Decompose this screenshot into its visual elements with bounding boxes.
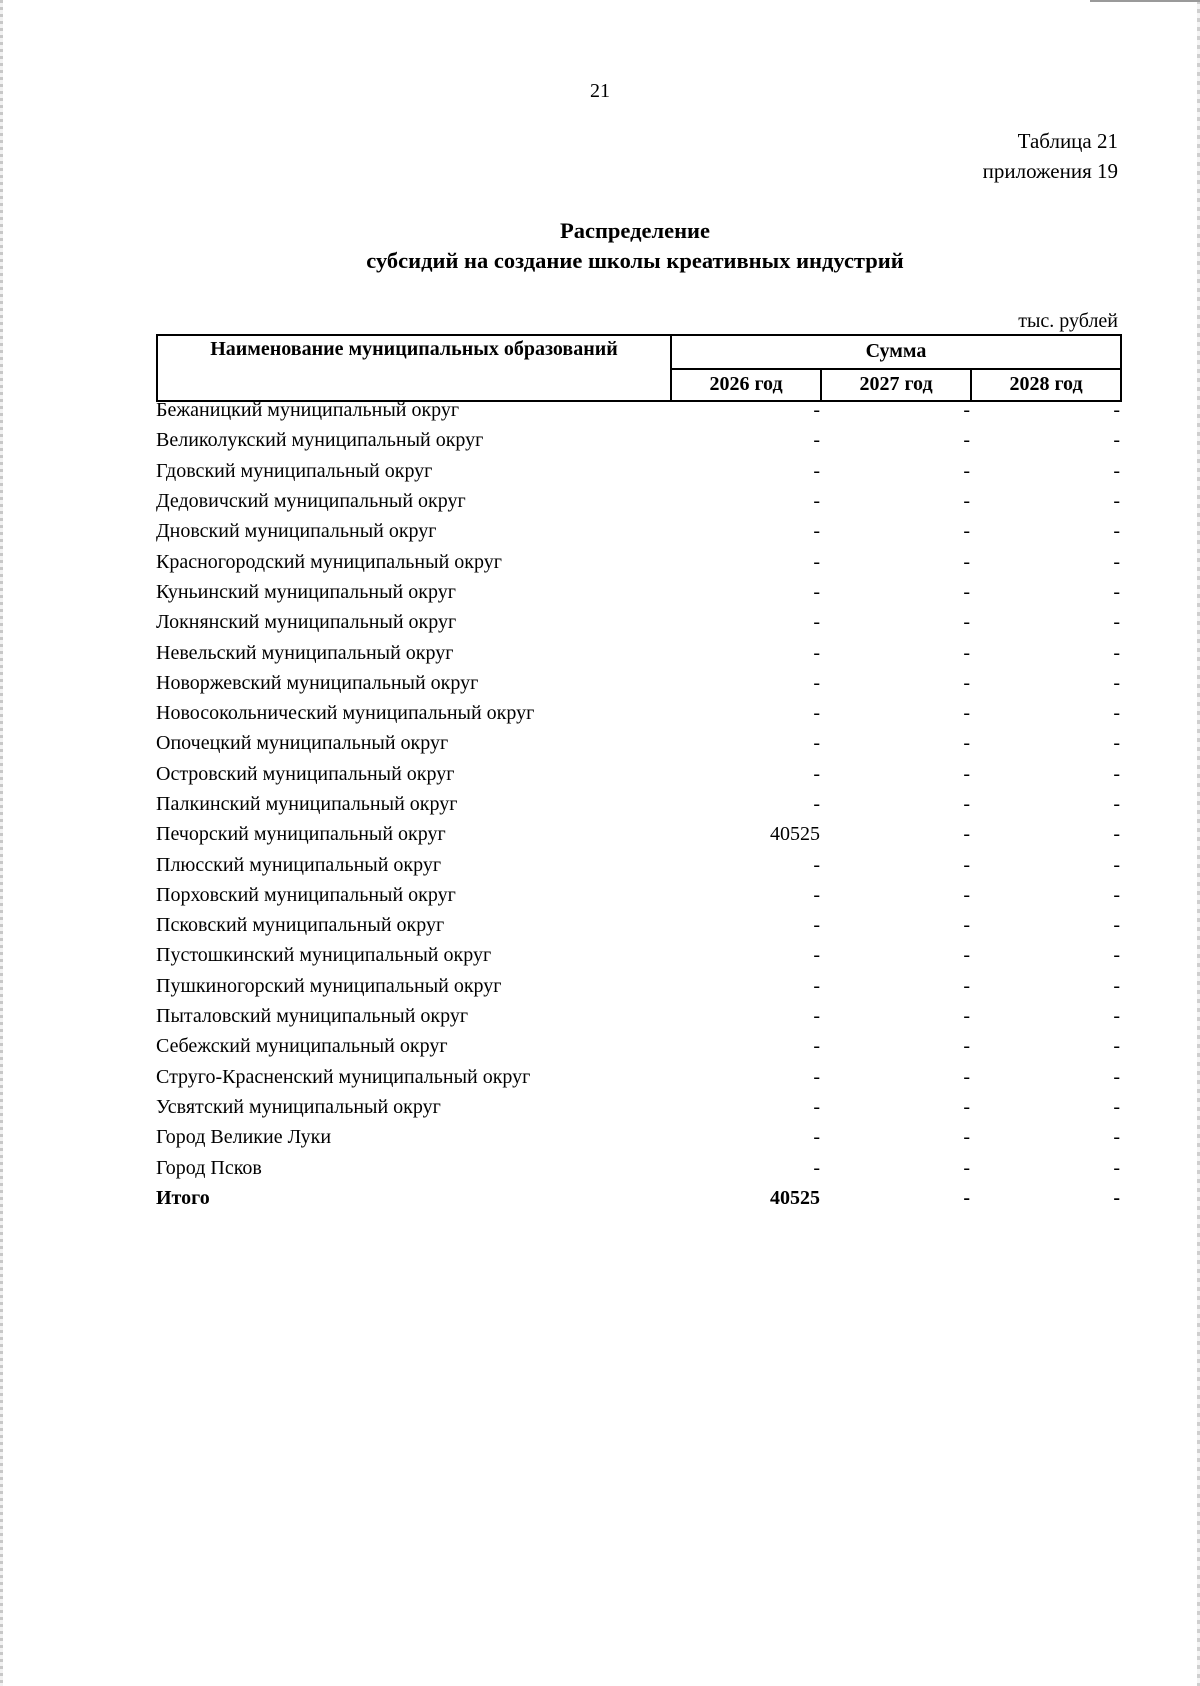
amount-2028: - (1113, 1126, 1120, 1149)
table-body (156, 395, 1120, 1213)
municipality-name: Дедовичский муниципальный округ (156, 490, 466, 513)
amount-2026: - (813, 974, 820, 997)
amount-2027: - (963, 732, 970, 755)
municipality-name: Себежский муниципальный округ (156, 1035, 448, 1058)
municipality-name: Усвятский муниципальный округ (156, 1095, 441, 1118)
amount-2027: - (963, 459, 970, 482)
amount-2027: - (963, 762, 970, 785)
amount-2028: - (1113, 429, 1120, 452)
amount-2027: - (963, 853, 970, 876)
table-row (156, 1092, 1120, 1122)
table-row (156, 849, 1120, 879)
table-row (156, 759, 1120, 789)
amount-2026: - (813, 429, 820, 452)
amount-2026: - (813, 611, 820, 634)
caption-table-number: Таблица 21 (1017, 129, 1118, 153)
amount-2028: - (1113, 550, 1120, 573)
amount-2027: - (963, 671, 970, 694)
table-caption (983, 126, 1118, 186)
amount-2027: - (963, 944, 970, 967)
municipality-name: Локнянский муниципальный округ (156, 611, 457, 634)
header-sum: Сумма (671, 335, 1121, 369)
table-row (156, 668, 1120, 698)
table-row (156, 728, 1120, 758)
amount-2028: - (1113, 702, 1120, 725)
amount-2028: - (1113, 974, 1120, 997)
amount-2027: - (963, 1156, 970, 1179)
title-line-2: субсидий на создание школы креативных индустрий (366, 248, 904, 273)
header-year-2027: 2027 год (821, 369, 971, 401)
amount-2026: - (813, 1095, 820, 1118)
scan-edge-top (1090, 0, 1200, 2)
municipality-name: Куньинский муниципальный округ (156, 580, 456, 603)
amount-2028: - (1113, 944, 1120, 967)
amount-2027: - (963, 883, 970, 906)
total-label: Итого (156, 1186, 210, 1209)
header-year-2026: 2026 год (671, 369, 821, 401)
amount-2028: - (1113, 1035, 1120, 1058)
municipality-name: Печорский муниципальный округ (156, 823, 446, 846)
page-number: 21 (590, 80, 610, 102)
table-row (156, 971, 1120, 1001)
table-row (156, 1152, 1120, 1182)
table-row (156, 395, 1120, 425)
municipality-name: Город Псков (156, 1156, 262, 1179)
table-row (156, 425, 1120, 455)
amount-2027: - (963, 914, 970, 937)
amount-2027: - (963, 974, 970, 997)
municipality-name: Город Великие Луки (156, 1126, 332, 1149)
table-row (156, 880, 1120, 910)
amount-2026: - (813, 793, 820, 815)
amount-2026: - (813, 1126, 820, 1149)
caption-appendix: приложения 19 (982, 159, 1118, 183)
amount-2028: - (1113, 762, 1120, 785)
amount-2027: - (963, 490, 970, 513)
municipality-name: Порховский муниципальный округ (156, 883, 456, 906)
municipality-name: Невельский муниципальный округ (156, 641, 454, 664)
municipality-name: Струго-Красненский муниципальный округ (156, 1065, 531, 1088)
amount-2026: - (813, 762, 820, 785)
amount-2027: - (963, 641, 970, 664)
municipality-name: Дновский муниципальный округ (156, 520, 437, 543)
amount-2026: - (813, 1035, 820, 1058)
amount-2026: - (813, 732, 820, 755)
amount-2028: - (1113, 1156, 1120, 1179)
amount-2028: - (1113, 1005, 1120, 1028)
amount-2026: - (813, 399, 820, 422)
amount-2028: - (1113, 520, 1120, 543)
amount-2026: 40525 (770, 823, 820, 846)
municipality-name: Островский муниципальный округ (156, 762, 455, 785)
amount-2027: - (963, 1126, 970, 1149)
amount-2026: - (813, 883, 820, 906)
amount-2028: - (1113, 732, 1120, 755)
municipality-name: Палкинский муниципальный округ (156, 793, 458, 815)
municipality-name: Бежаницкий муниципальный округ (156, 399, 460, 422)
amount-2026: - (813, 1065, 820, 1088)
table-row (156, 1122, 1120, 1152)
header-name-column: Наименование муниципальных образований (157, 335, 671, 401)
municipality-name: Красногородский муниципальный округ (156, 550, 502, 573)
amount-2027: - (963, 580, 970, 603)
table-row (156, 546, 1120, 576)
amount-2027: - (963, 429, 970, 452)
amount-2026: - (813, 914, 820, 937)
table-row (156, 1062, 1120, 1092)
amount-2027: - (963, 611, 970, 634)
municipality-name: Пушкиногорский муниципальный округ (156, 974, 502, 997)
amount-2026: - (813, 1156, 820, 1179)
total-row (156, 1183, 1120, 1213)
municipality-name: Пустошкинский муниципальный округ (156, 944, 492, 967)
amount-2026: - (813, 550, 820, 573)
amount-2028: - (1113, 853, 1120, 876)
municipality-name: Гдовский муниципальный округ (156, 459, 433, 482)
table-row (156, 789, 1120, 819)
table-row (156, 1031, 1120, 1061)
amount-2026: - (813, 1005, 820, 1028)
amount-2026: - (813, 944, 820, 967)
amount-2028: - (1113, 611, 1120, 634)
table-row (156, 637, 1120, 667)
table-row (156, 698, 1120, 728)
amount-2027: - (963, 702, 970, 725)
document-title (0, 216, 1200, 276)
amount-2027: - (963, 520, 970, 543)
amount-2026: - (813, 580, 820, 603)
amount-2028: - (1113, 914, 1120, 937)
municipality-name: Пыталовский муниципальный округ (156, 1005, 469, 1028)
amount-2028: - (1113, 399, 1120, 422)
amount-2027: - (963, 1095, 970, 1118)
total-value-2027: - (963, 1186, 970, 1209)
title-line-1: Распределение (559, 218, 711, 243)
amount-2027: - (963, 1035, 970, 1058)
total-value-2028: - (1113, 1186, 1120, 1209)
table-row (156, 456, 1120, 486)
municipality-name: Новоржевский муниципальный округ (156, 671, 479, 694)
amount-2027: - (963, 399, 970, 422)
amount-2028: - (1113, 793, 1120, 815)
amount-2028: - (1113, 883, 1120, 906)
table-row (156, 910, 1120, 940)
amount-2028: - (1113, 459, 1120, 482)
amount-2028: - (1113, 823, 1120, 846)
amount-2028: - (1113, 671, 1120, 694)
amount-2026: - (813, 520, 820, 543)
amount-2028: - (1113, 1065, 1120, 1088)
municipality-name: Псковский муниципальный округ (156, 914, 445, 937)
table-row (156, 940, 1120, 970)
amount-2027: - (963, 550, 970, 573)
amount-2028: - (1113, 490, 1120, 513)
amount-2028: - (1113, 1095, 1120, 1118)
amount-2028: - (1113, 641, 1120, 664)
table-row (156, 486, 1120, 516)
amount-2027: - (963, 823, 970, 846)
header-year-2028: 2028 год (971, 369, 1121, 401)
amount-2028: - (1113, 580, 1120, 603)
units-label: тыс. рублей (1018, 310, 1118, 332)
amount-2027: - (963, 793, 970, 815)
table-row (156, 1001, 1120, 1031)
amount-2026: - (813, 459, 820, 482)
municipality-name: Плюсский муниципальный округ (156, 853, 442, 876)
municipality-name: Новосокольнический муниципальный округ (156, 702, 535, 725)
municipality-name: Опочецкий муниципальный округ (156, 732, 449, 755)
amount-2026: - (813, 702, 820, 725)
amount-2026: - (813, 671, 820, 694)
table-row (156, 577, 1120, 607)
municipality-name: Великолукский муниципальный округ (156, 429, 484, 452)
amount-2026: - (813, 853, 820, 876)
table-header (156, 334, 1122, 402)
table-row (156, 819, 1120, 849)
amount-2026: - (813, 490, 820, 513)
table-row (156, 516, 1120, 546)
amount-2027: - (963, 1005, 970, 1028)
amount-2027: - (963, 1065, 970, 1088)
total-value-2026: 40525 (770, 1186, 820, 1209)
amount-2026: - (813, 641, 820, 664)
table-row (156, 607, 1120, 637)
